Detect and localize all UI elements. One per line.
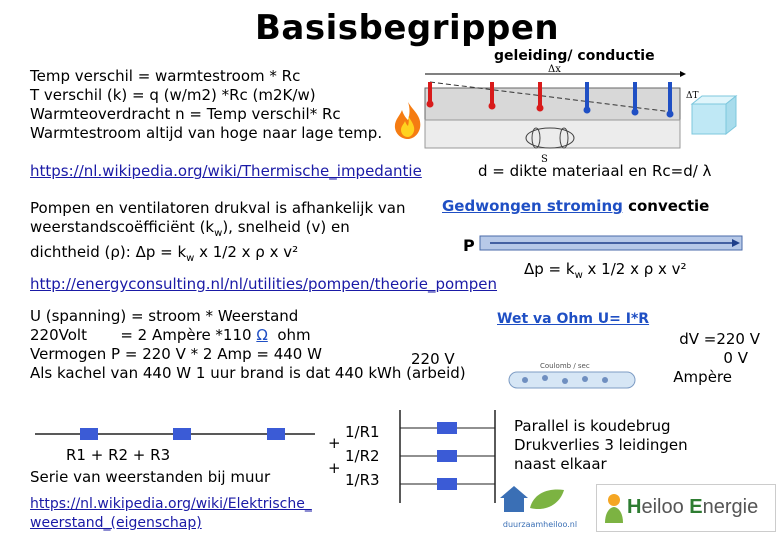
plus-sign: + (328, 434, 341, 452)
duurzaam-label: duurzaamheiloo.nl (502, 520, 578, 529)
heiloo-energie-icon (601, 491, 627, 525)
diagram-s-label: S (541, 154, 548, 165)
plus-sign: + (328, 459, 341, 477)
convection-line: weerstandscoëfficiënt $(k_w)$, snelheid (v) en (30, 218, 350, 239)
pump-label: P (463, 236, 475, 255)
ohm-law-link[interactable]: Wet va Ohm U= I*R (497, 311, 650, 327)
zero-volt: 0 V (723, 349, 748, 367)
charge-dot (542, 375, 548, 381)
pipe-diagram (478, 228, 748, 258)
charge-dot (562, 378, 568, 384)
energie-rest: nergie (702, 496, 759, 518)
parallel-term: 1/R2 (345, 447, 380, 465)
ohm-right-values (660, 330, 760, 387)
charge-dot (602, 377, 608, 383)
parallel-line: Parallel is koudebrug (514, 417, 671, 435)
convection-text (30, 199, 405, 268)
link-line: weerstand_(eigenschap) (30, 515, 202, 531)
conduction-diagram (410, 60, 780, 170)
ampere-label: Ampère (673, 368, 732, 386)
parallel-resistor (437, 450, 457, 462)
voltage-label: 220 V (411, 350, 455, 368)
diagram-dt-label: ΔT (686, 91, 699, 101)
ohm-text (30, 307, 466, 383)
ohm-line: 220Volt = 2 Ampère *110 Ω ohm (30, 326, 311, 344)
resistor-r1 (80, 428, 98, 440)
resistor-r2 (173, 428, 191, 440)
charge-dot (582, 376, 588, 382)
parallel-resistor (437, 478, 457, 490)
parallel-line: Drukverlies 3 leidingen (514, 436, 688, 454)
wall-bottom (425, 120, 680, 148)
ohm-line: Als kachel van 440 W 1 uur brand is dat 440 kWh (arbeid) (30, 364, 466, 382)
parallel-formula (345, 420, 380, 492)
parallel-resistor (437, 422, 457, 434)
parallel-term: 1/R1 (345, 423, 380, 441)
ohm-symbol-link[interactable]: Ω (256, 326, 268, 344)
coulomb-label: Coulomb / sec (540, 362, 590, 370)
electrical-resistance-link[interactable] (30, 495, 312, 533)
forced-flow-heading-rest: convectie (622, 197, 710, 215)
house-leaf-icon (490, 478, 590, 516)
wall-top (425, 88, 680, 120)
duurzaam-heiloo-logo (490, 478, 590, 530)
conduction-line: Temp verschil = warmtestroom * Rc (30, 67, 301, 85)
ohm-line: Vermogen P = 220 V * 2 Amp = 440 W (30, 345, 322, 363)
forced-flow-heading (442, 197, 709, 216)
convection-line: Pompen en ventilatoren drukval is afhankelijk van (30, 199, 406, 217)
link-line: https://nl.wikipedia.org/wiki/Elektrische_ (30, 496, 312, 512)
heiloo-energie-logo (596, 484, 776, 532)
heiloo-h: H (627, 496, 642, 518)
pump-theory-link[interactable]: http://energyconsulting.nl/nl/utilities/pompen/theorie_pompen (30, 275, 498, 293)
conduction-line: Warmtestroom altijd van hoge naar lage temp. (30, 124, 383, 142)
conduction-heading: geleiding/ conductie (494, 48, 655, 64)
series-formula: R1 + R2 + R3 (66, 446, 171, 464)
series-resistor-diagram (35, 426, 315, 448)
thermal-impedance-link[interactable]: https://nl.wikipedia.org/wiki/Thermische_impedantie (30, 162, 422, 180)
series-text: Serie van weerstanden bij muur (30, 468, 271, 486)
fire-icon (390, 100, 426, 140)
convection-line: dichtheid (ρ): $\Delta p = k_w$ x 1/2 x ρ x v² (30, 243, 299, 264)
ohm-line: U (spanning) = stroom * Weerstand (30, 307, 299, 325)
dx-arrowhead (680, 71, 686, 77)
parallel-term: 1/R3 (345, 471, 380, 489)
conduction-text (30, 67, 382, 143)
pressure-drop-formula: $\Delta p = k_w$ x 1/2 x ρ x v² (524, 260, 687, 281)
voltage-difference: dV =220 V (679, 330, 760, 348)
charge-dot (522, 377, 528, 383)
conduction-formula: d = dikte materiaal en Rc=d/ λ (478, 162, 712, 180)
heiloo-energie-wordmark (627, 495, 758, 519)
current-tube-diagram (505, 368, 640, 394)
ice-cube-icon (692, 96, 736, 134)
heiloo-rest: eiloo (641, 496, 690, 518)
parallel-text (514, 417, 688, 474)
conduction-line: T verschil (k) = q (w/m2) *Rc (m2K/w) (30, 86, 316, 104)
page-title: Basisbegrippen (255, 8, 560, 48)
parallel-line: naast elkaar (514, 455, 607, 473)
parallel-resistor-diagram (395, 408, 505, 508)
resistor-r3 (267, 428, 285, 440)
energie-e: E (689, 496, 703, 518)
conduction-line: Warmteoverdracht n = Temp verschil* Rc (30, 105, 341, 123)
forced-flow-link[interactable]: Gedwongen stroming (442, 197, 623, 215)
diagram-dx-label: Δx (548, 64, 561, 75)
